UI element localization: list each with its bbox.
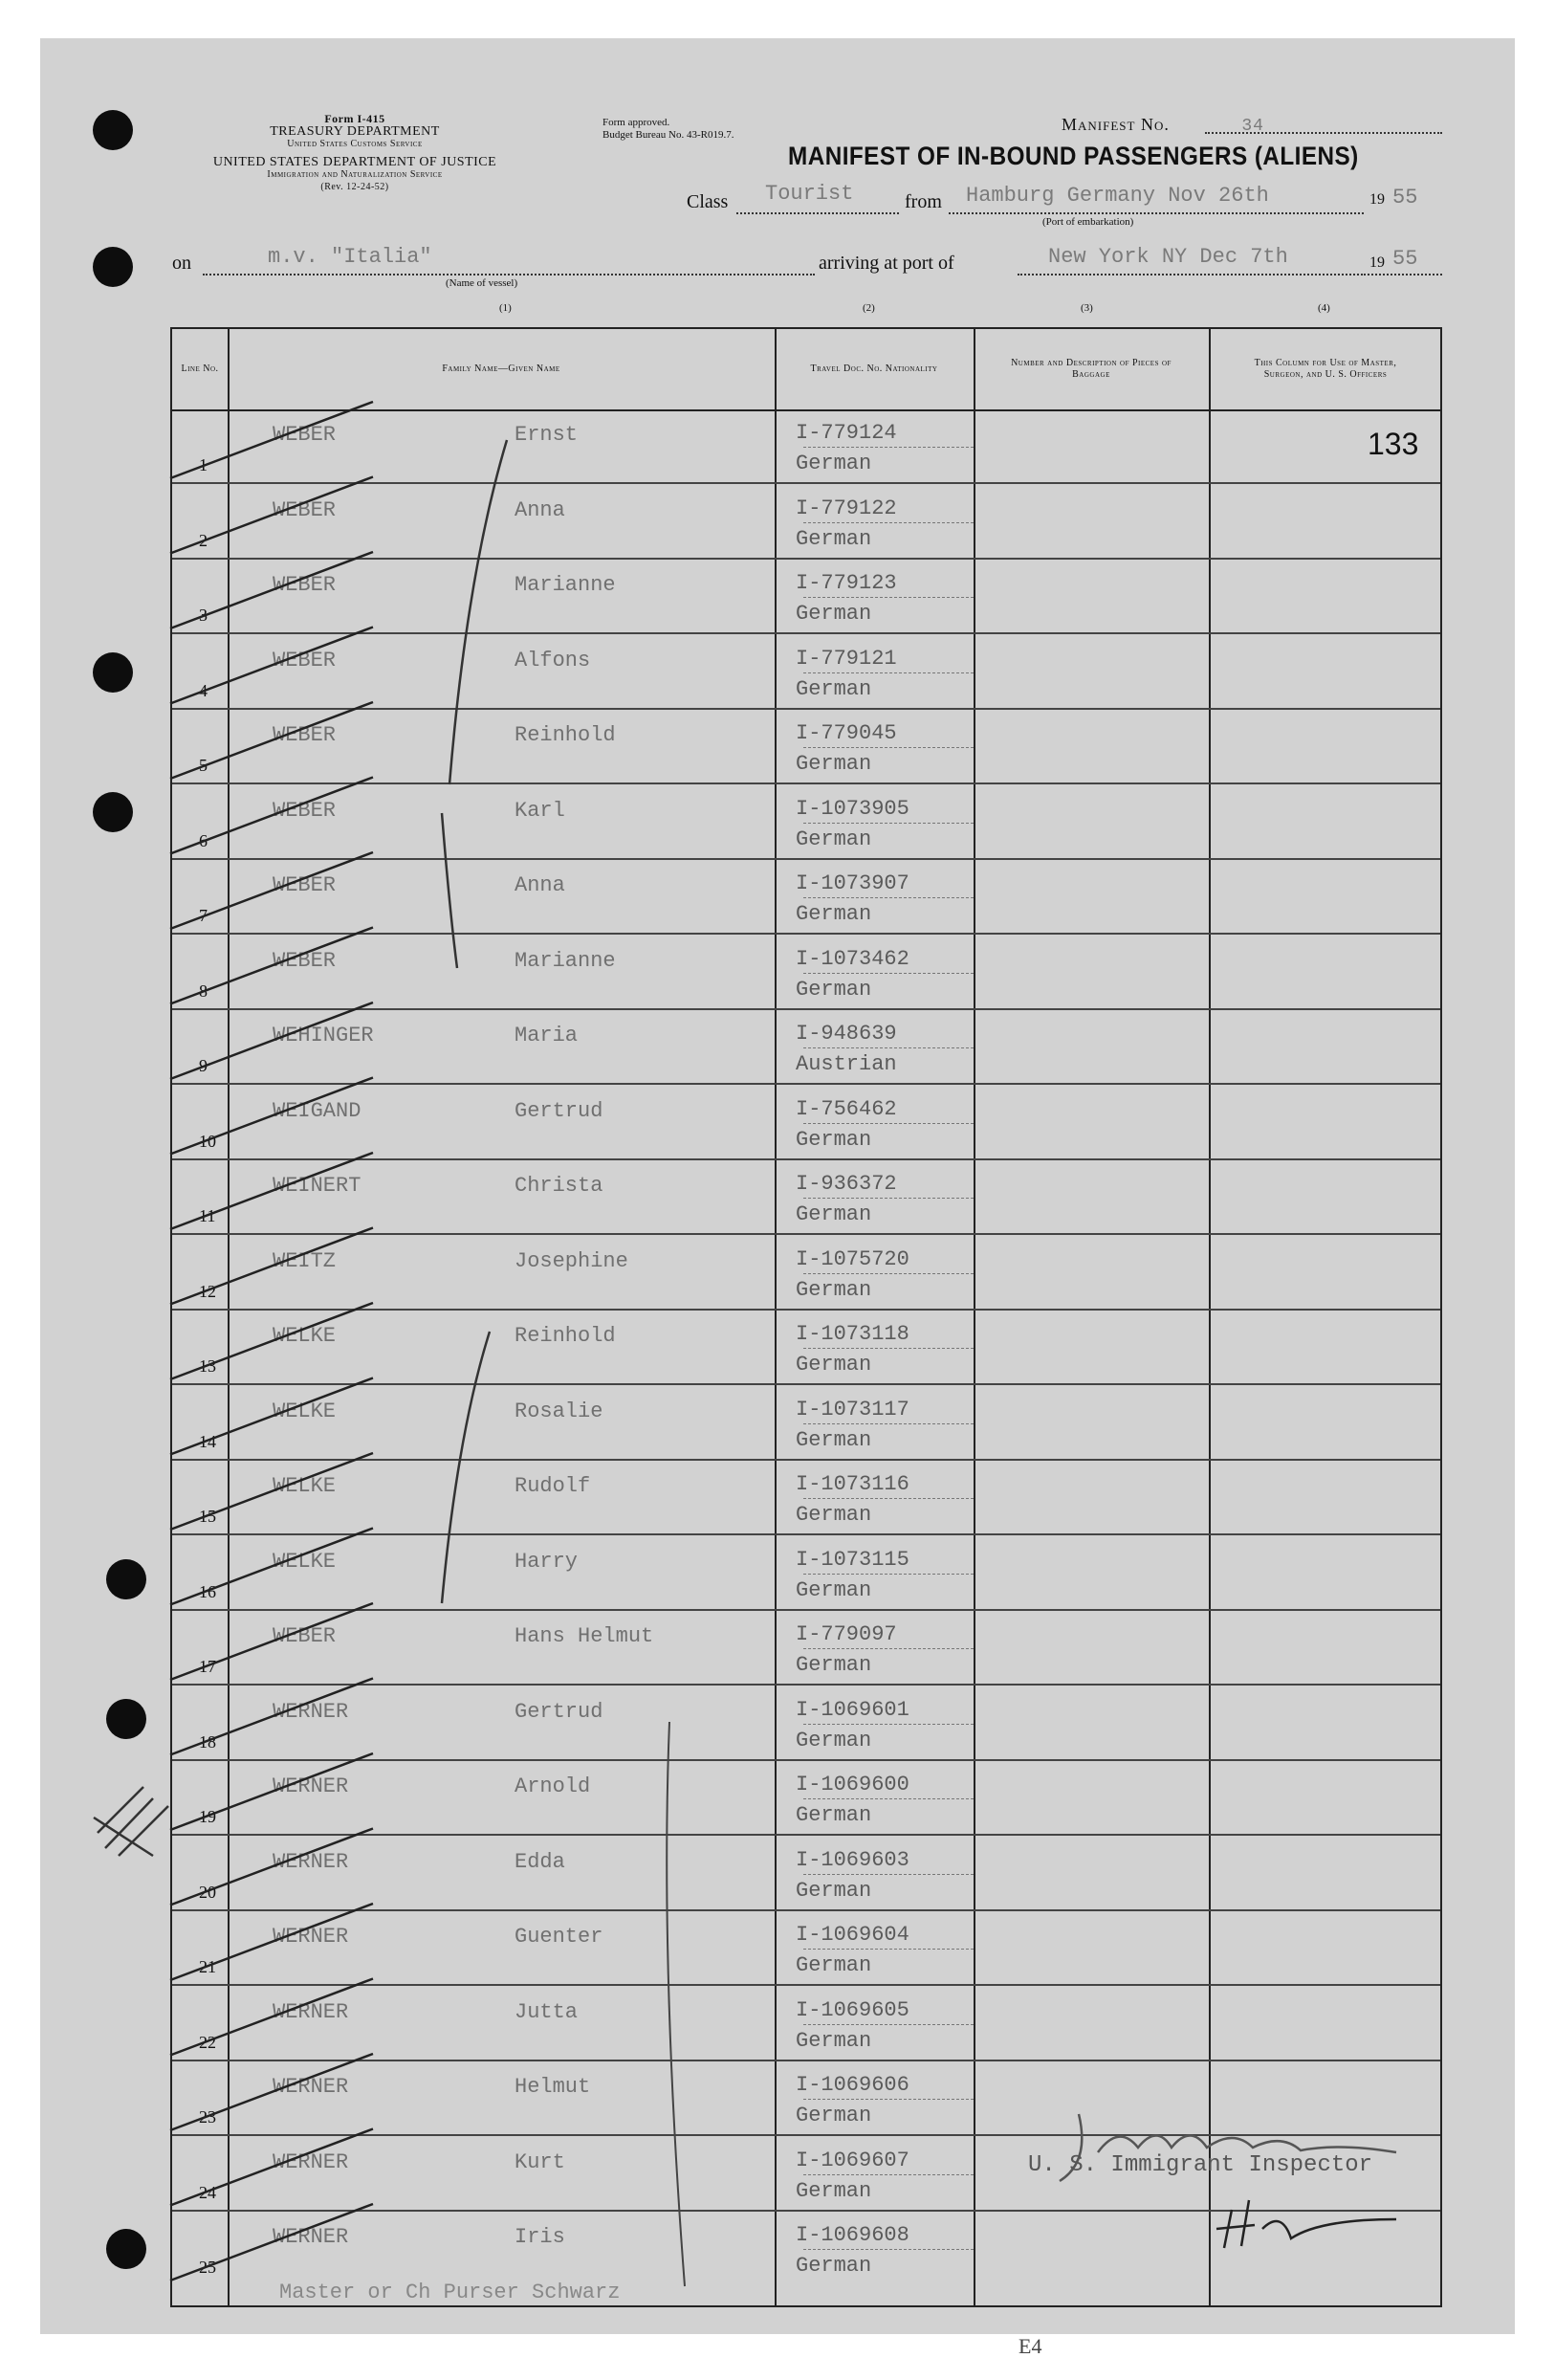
class-value: Tourist xyxy=(765,182,854,206)
family-name: WEBER xyxy=(273,573,337,597)
given-name: Kurt xyxy=(515,2149,565,2174)
year-value-2: 55 xyxy=(1392,247,1418,271)
travel-doc-number: I-756462 xyxy=(796,1096,897,1121)
family-name: WERNER xyxy=(273,1849,349,1874)
family-name: WEBER xyxy=(273,423,337,447)
nationality: German xyxy=(796,902,872,926)
line-number: 23 xyxy=(199,2107,216,2127)
line-number: 10 xyxy=(199,1131,216,1151)
nationality: German xyxy=(796,2104,872,2127)
nationality: German xyxy=(796,676,872,701)
given-name: Helmut xyxy=(515,2075,591,2099)
nationality: German xyxy=(796,1202,872,1226)
line-number: 13 xyxy=(199,1356,216,1376)
immigration-service: Immigration and Naturalization Service xyxy=(267,169,443,180)
check-stroke xyxy=(170,1003,373,1079)
travel-doc-number: I-1073116 xyxy=(796,1472,909,1496)
check-stroke xyxy=(170,928,373,1004)
check-stroke xyxy=(170,1303,373,1379)
family-name: WERNER xyxy=(273,2075,349,2099)
given-name: Arnold xyxy=(515,1774,591,1798)
bracket-line xyxy=(667,1722,685,2286)
nationality: German xyxy=(796,452,872,475)
form-approved-text: Form approved. xyxy=(602,117,670,128)
travel-doc-number: I-1073115 xyxy=(796,1547,909,1572)
given-name: Christa xyxy=(515,1174,603,1198)
nationality: German xyxy=(796,826,872,851)
line-number: 18 xyxy=(199,1731,216,1752)
line-number: 14 xyxy=(199,1431,216,1451)
check-stroke xyxy=(170,1078,373,1155)
travel-doc-number: I-1073462 xyxy=(796,946,909,971)
nationality: German xyxy=(796,1803,872,1827)
line-number: 20 xyxy=(199,1882,216,1902)
line-number: 19 xyxy=(199,1807,216,1826)
family-name: WEBER xyxy=(273,648,337,672)
family-name: WEITZ xyxy=(273,1248,337,1273)
line-number: 6 xyxy=(199,830,208,850)
line-number: 16 xyxy=(199,1581,216,1601)
check-stroke xyxy=(170,1378,373,1455)
family-name: WERNER xyxy=(273,2225,349,2249)
family-name: WEHINGER xyxy=(273,1024,374,1047)
tick-marks xyxy=(170,402,373,2281)
check-stroke xyxy=(170,852,373,929)
line-number: 3 xyxy=(199,606,208,625)
given-name: Marianne xyxy=(515,948,616,973)
travel-doc-number: I-779123 xyxy=(796,571,897,595)
bracket-line xyxy=(442,1332,490,1603)
nationality: German xyxy=(796,1503,872,1527)
travel-doc-number: I-779124 xyxy=(796,421,897,445)
nationality: German xyxy=(796,1653,872,1677)
given-name: Rudolf xyxy=(515,1474,591,1498)
nationality: German xyxy=(796,1577,872,1602)
travel-doc-number: I-936372 xyxy=(796,1172,897,1196)
travel-doc-number: I-779121 xyxy=(796,646,897,671)
nationality: German xyxy=(796,526,872,551)
line-number: 2 xyxy=(199,530,208,550)
check-stroke xyxy=(170,1904,373,1980)
line-number: 9 xyxy=(199,1056,208,1075)
arriving-label: arriving at port of xyxy=(819,253,954,274)
travel-doc-number: I-779122 xyxy=(796,496,897,520)
given-name: Anna xyxy=(515,497,565,522)
check-stroke xyxy=(170,1529,373,1605)
nationality: German xyxy=(796,1277,872,1302)
year-prefix-1: 19 xyxy=(1369,191,1385,208)
nationality: German xyxy=(796,1353,872,1377)
nationality: German xyxy=(796,2178,872,2203)
nationality: German xyxy=(796,1427,872,1452)
from-label: from xyxy=(905,191,942,212)
travel-doc-number: I-1069603 xyxy=(796,1847,909,1872)
check-stroke xyxy=(170,1603,373,1680)
column-number-1: (1) xyxy=(499,302,512,314)
given-name: Anna xyxy=(515,873,565,897)
check-stroke xyxy=(170,1753,373,1830)
travel-doc-number: I-1069605 xyxy=(796,1997,909,2022)
given-name: Hans Helmut xyxy=(515,1624,654,1648)
arrival-value: New York NY Dec 7th xyxy=(1048,245,1288,269)
on-label: on xyxy=(172,253,191,274)
justice-dept: UNITED STATES DEPARTMENT OF JUSTICE xyxy=(212,155,497,169)
check-stroke xyxy=(170,1679,373,1755)
family-name: WEBER xyxy=(273,948,337,973)
page-title: MANIFEST OF IN-BOUND PASSENGERS (ALIENS) xyxy=(788,142,1359,170)
column-number-3: (3) xyxy=(1081,302,1093,314)
check-stroke xyxy=(170,1829,373,1906)
travel-doc-number: I-948639 xyxy=(796,1022,897,1046)
line-number: 21 xyxy=(199,1957,216,1976)
nationality: German xyxy=(796,1728,872,1752)
family-name: WERNER xyxy=(273,1999,349,2024)
given-name: Rosalie xyxy=(515,1399,603,1423)
travel-doc-number: I-1073907 xyxy=(796,871,909,895)
travel-doc-number: I-1073905 xyxy=(796,796,909,821)
line-number: 4 xyxy=(199,680,208,700)
travel-doc-number: I-1069600 xyxy=(796,1773,909,1796)
family-name: WEBER xyxy=(273,1624,337,1648)
stamp-number: 133 xyxy=(1368,427,1419,461)
nationality: German xyxy=(796,977,872,1002)
family-name: WEBER xyxy=(273,497,337,522)
treasury-dept: TREASURY DEPARTMENT xyxy=(270,124,440,139)
travel-doc-number: I-779045 xyxy=(796,721,897,745)
footer-mark: E4 xyxy=(1018,2334,1042,2358)
check-stroke xyxy=(170,2054,373,2130)
budget-bureau-text: Budget Bureau No. 43-R019.7. xyxy=(602,129,734,141)
form-number: Form I-415 xyxy=(324,112,385,125)
check-stroke xyxy=(170,778,373,854)
line-number: 1 xyxy=(199,455,208,474)
line-number: 24 xyxy=(199,2182,216,2202)
year-prefix-2: 19 xyxy=(1369,254,1385,271)
line-number: 8 xyxy=(199,981,208,1001)
inspector-label: U. S. Immigrant Inspector xyxy=(1028,2152,1373,2178)
travel-doc-number: I-1075720 xyxy=(796,1246,909,1271)
line-number: 22 xyxy=(199,2032,216,2052)
given-name: Karl xyxy=(515,798,565,823)
family-name: WELKE xyxy=(273,1324,337,1348)
given-name: Marianne xyxy=(515,573,616,597)
bracket-line xyxy=(449,440,507,784)
check-stroke xyxy=(170,402,373,478)
family-name: WELKE xyxy=(273,1474,337,1498)
check-stroke xyxy=(170,628,373,704)
nationality: German xyxy=(796,2028,872,2053)
nationality: German xyxy=(796,1953,872,1977)
header-line-no: Line No. xyxy=(181,364,219,374)
check-stroke xyxy=(170,1153,373,1229)
given-name: Iris xyxy=(515,2225,565,2249)
year-value-1: 55 xyxy=(1392,186,1418,209)
given-name: Maria xyxy=(515,1024,579,1047)
family-name: WEIGAND xyxy=(273,1098,361,1123)
column-number-4: (4) xyxy=(1318,302,1330,314)
manifest-number-value: 34 xyxy=(1241,117,1264,136)
family-name: WERNER xyxy=(273,1774,349,1798)
given-name: Jutta xyxy=(515,1999,579,2024)
check-stroke xyxy=(170,1228,373,1305)
margin-scribble xyxy=(94,1787,168,1856)
line-number: 5 xyxy=(199,756,208,775)
nationality: German xyxy=(796,2254,872,2278)
travel-doc-number: I-1069606 xyxy=(796,2073,909,2097)
travel-doc-number: I-1073117 xyxy=(796,1397,909,1421)
form-revision: (Rev. 12-24-52) xyxy=(320,182,389,192)
family-name: WEBER xyxy=(273,873,337,897)
nationality: German xyxy=(796,1127,872,1152)
travel-doc-number: I-1073118 xyxy=(796,1322,909,1346)
given-name: Alfons xyxy=(515,648,591,672)
check-stroke xyxy=(170,2204,373,2281)
header-officers: This Column for Use of Master, Surgeon, and U. S. Officers xyxy=(1254,358,1397,380)
nationality: Austrian xyxy=(796,1052,897,1076)
given-name: Guenter xyxy=(515,1925,603,1949)
header-travel-doc: Travel Doc. No. Nationality xyxy=(810,364,938,374)
check-stroke xyxy=(170,1979,373,2056)
check-stroke xyxy=(170,477,373,554)
given-name: Gertrud xyxy=(515,1098,603,1123)
family-name: WELKE xyxy=(273,1399,337,1423)
manifest-number-label: Manifest No. xyxy=(1062,115,1170,134)
line-number: 12 xyxy=(199,1281,216,1301)
initials-mark xyxy=(1216,2200,1396,2248)
class-label: Class xyxy=(687,191,729,212)
family-name: WERNER xyxy=(273,1699,349,1724)
inspector-signature xyxy=(1060,2114,1396,2181)
bracket-line xyxy=(442,813,457,968)
vessel-label: (Name of vessel) xyxy=(446,277,518,289)
travel-doc-number: I-1069608 xyxy=(796,2223,909,2247)
given-name: Ernst xyxy=(515,423,579,447)
family-name: WERNER xyxy=(273,2149,349,2174)
check-stroke xyxy=(170,552,373,628)
check-stroke xyxy=(170,2129,373,2206)
line-number: 11 xyxy=(199,1206,216,1225)
travel-doc-number: I-779097 xyxy=(796,1622,897,1646)
travel-doc-number: I-1069604 xyxy=(796,1923,909,1947)
customs-service: United States Customs Service xyxy=(287,139,423,149)
given-name: Josephine xyxy=(515,1248,628,1273)
header-baggage: Number and Description of Pieces of Baggage xyxy=(1011,358,1172,380)
family-name: WELKE xyxy=(273,1549,337,1574)
header-name: Family Name—Given Name xyxy=(442,364,560,374)
nationality: German xyxy=(796,602,872,626)
line-number: 25 xyxy=(199,2258,216,2277)
port-embarkation-label: (Port of embarkation) xyxy=(1042,216,1134,228)
given-name: Harry xyxy=(515,1549,579,1574)
family-name: WERNER xyxy=(273,1925,349,1949)
given-name: Gertrud xyxy=(515,1699,603,1724)
check-stroke xyxy=(170,702,373,779)
line-number: 7 xyxy=(199,906,208,925)
travel-doc-number: I-1069607 xyxy=(796,2148,909,2172)
line-number: 17 xyxy=(199,1657,216,1676)
purser-note: Master or Ch Purser Schwarz xyxy=(279,2281,621,2304)
given-name: Reinhold xyxy=(515,723,616,747)
nationality: German xyxy=(796,1878,872,1903)
check-stroke xyxy=(170,1453,373,1530)
line-number: 15 xyxy=(199,1507,216,1526)
given-name: Edda xyxy=(515,1849,565,1874)
nationality: German xyxy=(796,752,872,776)
column-number-2: (2) xyxy=(863,302,875,314)
embarkation-value: Hamburg Germany Nov 26th xyxy=(966,184,1269,208)
family-name: WEINERT xyxy=(273,1174,361,1198)
family-name: WEBER xyxy=(273,798,337,823)
family-name: WEBER xyxy=(273,723,337,747)
given-name: Reinhold xyxy=(515,1324,616,1348)
vessel-value: m.v. "Italia" xyxy=(268,245,432,269)
travel-doc-number: I-1069601 xyxy=(796,1697,909,1722)
